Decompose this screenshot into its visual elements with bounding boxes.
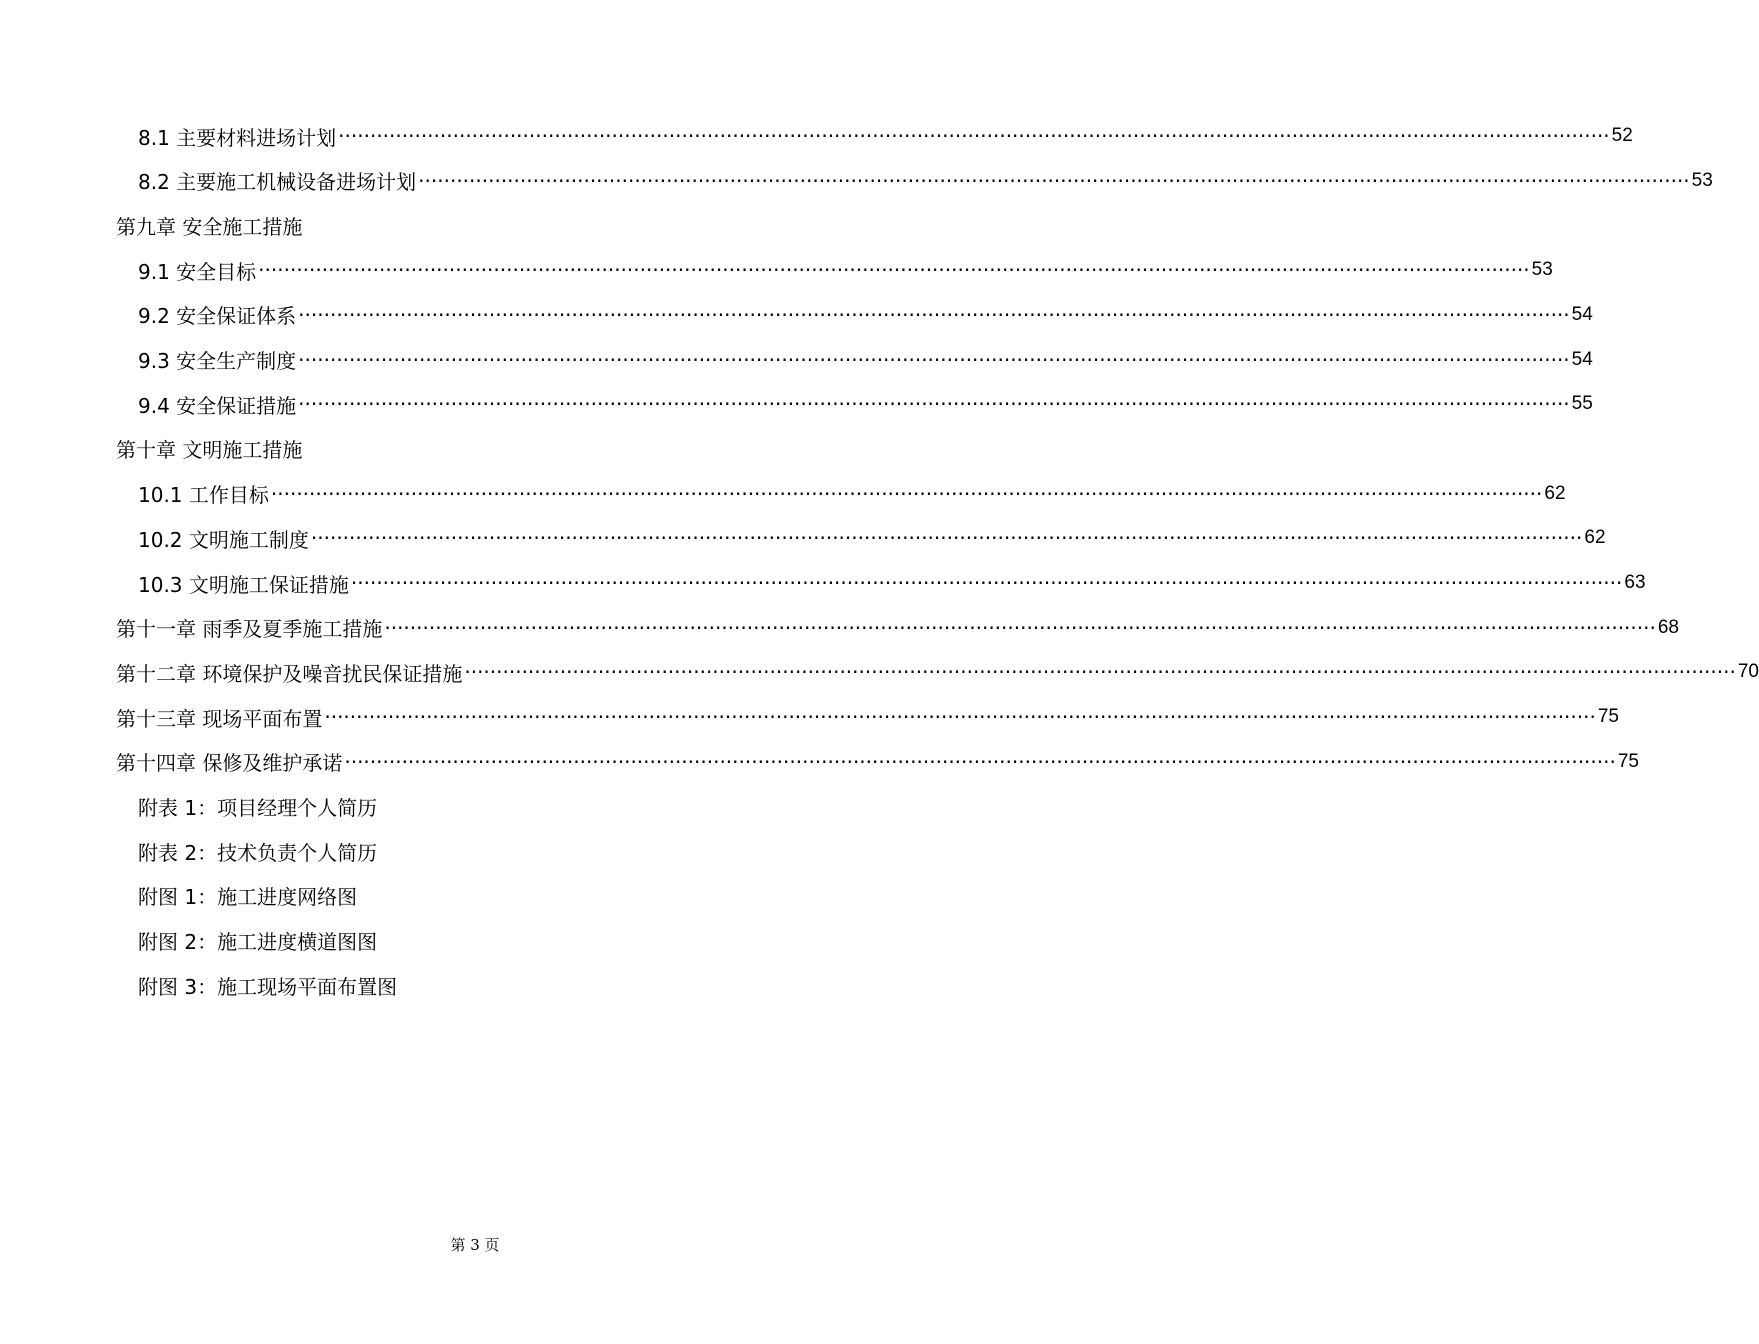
toc-page-number: 54 (1571, 303, 1593, 325)
toc-entry-chapter (116, 655, 1759, 689)
toc-entry-label: 第九章 安全施工措施 (116, 214, 303, 239)
toc-leader-dots: ········································································································································································································ (464, 660, 1736, 685)
toc-entry-section (138, 387, 1593, 421)
toc-entry-chapter (116, 611, 1679, 645)
toc-entry-section (138, 521, 1606, 555)
toc-page-number: 53 (1691, 169, 1713, 191)
toc-page-number: 63 (1624, 572, 1646, 593)
toc-entry-label: 第十三章 现场平面布置 (116, 706, 323, 731)
toc-page-number: 62 (1544, 482, 1566, 504)
toc-entry-label: 9.1 安全目标 (138, 259, 257, 284)
toc-page-number: 52 (1611, 125, 1633, 146)
toc-entry-section (138, 343, 1593, 377)
toc-entry-section (138, 477, 1566, 511)
toc-page-number: 54 (1571, 348, 1593, 370)
toc-page-number: 55 (1571, 393, 1593, 415)
toc-entry-label: 9.4 安全保证措施 (138, 393, 297, 418)
toc-entry-label: 附图 1：施工进度网络图 (138, 885, 358, 910)
toc-entry-label: 第十二章 环境保护及噪音扰民保证措施 (116, 661, 463, 686)
toc-entry-section (138, 834, 377, 868)
toc-leader-dots: ········································································································································································································ (418, 168, 1690, 193)
toc-entry-section (138, 968, 397, 1002)
toc-entry-label: 第十四章 保修及维护承诺 (116, 751, 343, 776)
toc-entry-label: 8.2 主要施工机械设备进场计划 (138, 170, 417, 195)
toc-entry-label: 10.1 工作目标 (138, 483, 269, 508)
toc-entry-label: 第十章 文明施工措施 (116, 438, 303, 463)
toc-page-number: 62 (1584, 527, 1606, 549)
toc-page-number: 53 (1531, 259, 1553, 281)
toc-page-number: 68 (1657, 616, 1679, 638)
toc-entry-chapter (116, 745, 1639, 779)
toc-entry-label: 附图 2：施工进度横道图图 (138, 930, 378, 955)
toc-entry-section (138, 119, 1633, 153)
toc-entry-section (138, 566, 1646, 600)
toc-entry-section (138, 790, 377, 824)
toc-leader-dots: ········································································································································································································ (384, 615, 1656, 640)
toc-leader-dots: ········································································································································································································ (310, 526, 1583, 551)
toc-entry-chapter (116, 432, 302, 466)
toc-leader-dots: ········································································································································································································ (338, 124, 1610, 148)
toc-entry-section (138, 879, 357, 913)
toc-entry-label: 9.2 安全保证体系 (138, 304, 297, 329)
page-footer: 第 3 页 (450, 1236, 500, 1254)
toc-entry-chapter (116, 700, 1619, 734)
toc-entry-section (138, 924, 377, 958)
toc-entry-label: 附表 1：项目经理个人简历 (138, 796, 378, 820)
toc-leader-dots: ········································································································································································································ (350, 571, 1623, 595)
toc-leader-dots: ········································································································································································································ (298, 302, 1570, 327)
toc-leader-dots: ········································································································································································································ (298, 392, 1570, 417)
toc-entry-label: 10.3 文明施工保证措施 (138, 572, 349, 597)
toc-entry-label: 附图 3：施工现场平面布置图 (138, 974, 398, 999)
toc-entry-section (138, 298, 1593, 332)
toc-entry-section (138, 253, 1553, 287)
toc-leader-dots: ········································································································································································································ (344, 749, 1616, 774)
toc-entry-label: 附表 2：技术负责个人简历 (138, 840, 378, 865)
toc-leader-dots: ········································································································································································································ (270, 481, 1543, 506)
toc-leader-dots: ········································································································································································································ (324, 705, 1596, 730)
toc-entry-label: 9.3 安全生产制度 (138, 349, 297, 373)
toc-page-number: 75 (1597, 706, 1619, 728)
toc-entry-label: 8.1 主要材料进场计划 (138, 125, 337, 150)
toc-leader-dots: ········································································································································································································ (258, 258, 1530, 283)
toc-entry-label: 第十一章 雨季及夏季施工措施 (116, 617, 383, 642)
toc-page-number: 70 (1737, 661, 1759, 683)
toc-entry-label: 10.2 文明施工制度 (138, 527, 309, 552)
toc-entry-chapter (116, 208, 302, 242)
toc-page-number: 75 (1617, 750, 1639, 772)
toc-entry-section (138, 164, 1713, 198)
toc-leader-dots: ········································································································································································································ (298, 347, 1570, 372)
